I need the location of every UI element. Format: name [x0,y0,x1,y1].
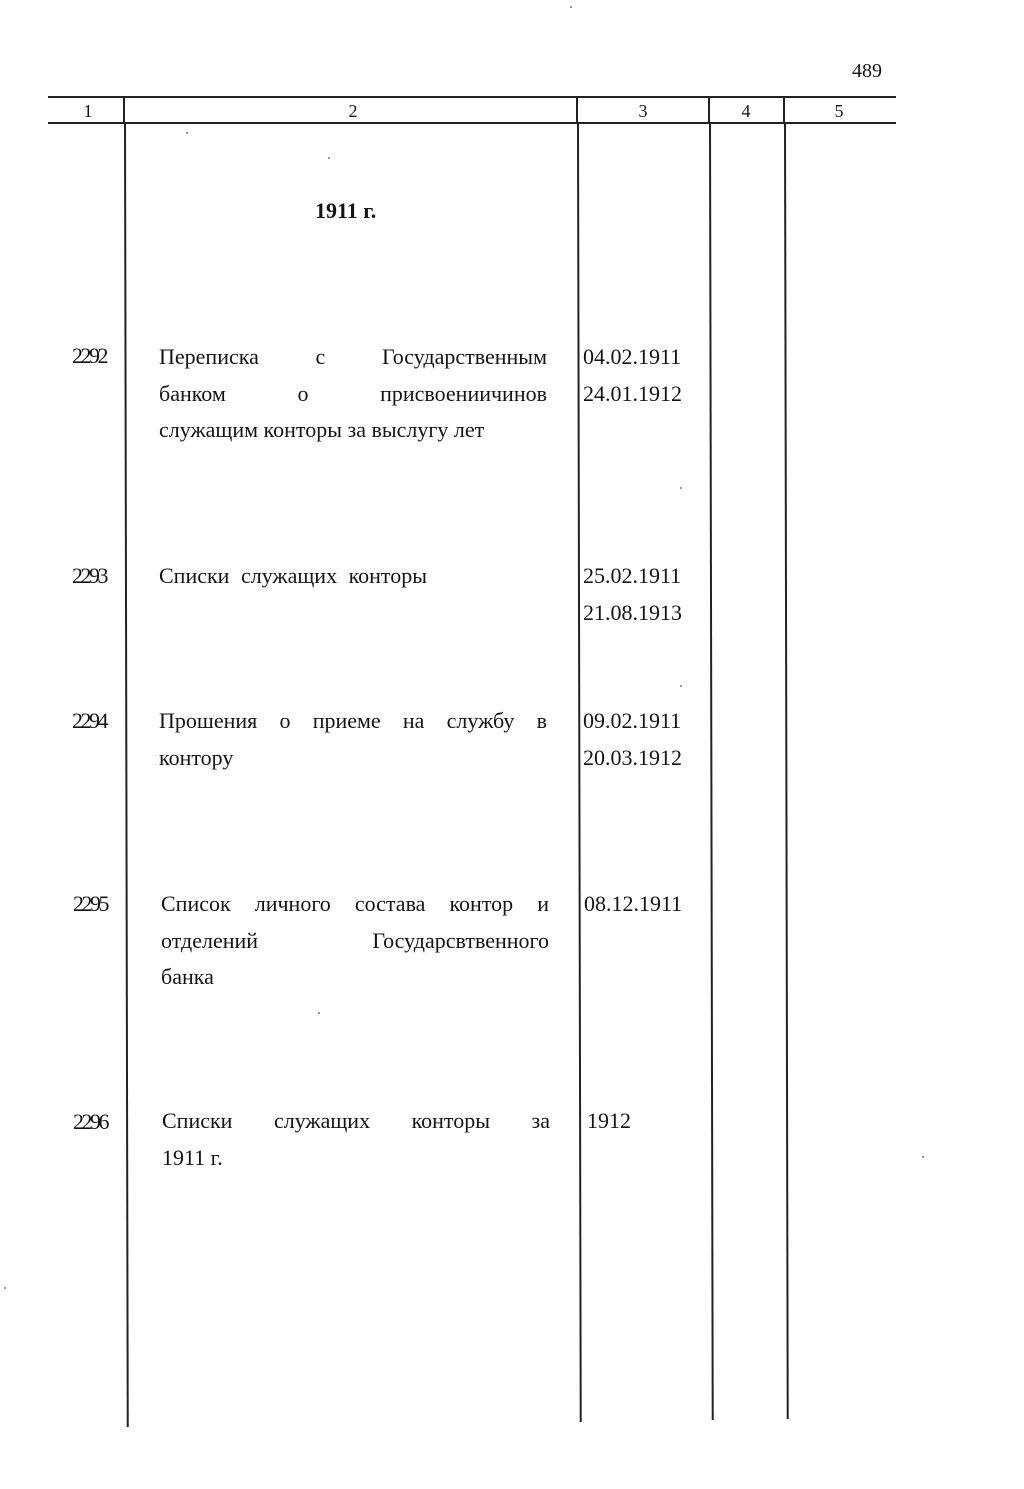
row-description: Прошения о приеме на службу в контору [159,708,547,770]
header-divider-2 [576,96,578,123]
date-start: 25.02.1911 [583,563,682,588]
date-end: 21.08.1913 [583,599,682,625]
scan-speck [922,1156,924,1158]
scan-speck [4,1287,6,1289]
date-start: 1912 [587,1108,631,1133]
row-description: Список личного состава контор и отделений Государсвтвенного банка [161,891,549,989]
row-number: 2296 [73,1109,107,1134]
scan-speck [328,157,330,159]
column-header-1: 1 [83,101,93,121]
scan-speck [186,132,188,134]
column-rule-4 [784,122,788,1419]
table-top-rule [48,96,896,98]
column-header-5: 5 [834,101,844,121]
header-divider-1 [123,96,125,123]
date-start: 09.02.1911 [583,708,682,733]
date-start: 04.02.1911 [583,344,682,369]
header-divider-4 [783,96,785,123]
row-number: 2294 [72,708,106,733]
scan-speck [680,685,682,687]
row-dates [583,558,682,631]
page-number: 489 [852,60,882,82]
row-number: 2293 [72,563,106,588]
row-dates [587,1103,631,1140]
row-dates [583,703,682,776]
column-rule-1 [124,122,128,1427]
date-start: 08.12.1911 [584,891,683,916]
column-header-4: 4 [741,101,751,121]
header-bottom-rule [48,122,896,124]
column-header-2: 2 [348,101,358,121]
scan-speck [680,487,682,489]
row-dates [584,886,682,923]
row-number: 2292 [72,343,106,368]
header-divider-3 [708,96,710,123]
date-end: 20.03.1912 [583,744,682,770]
row-number: 2295 [73,891,107,916]
row-description: Списки служащих конторы [159,563,428,588]
section-title-year: 1911 г. [315,198,377,223]
row-description: Переписка с Государственным банком о присвоениичинов служащим конторы за выслугу лет [159,344,547,442]
scan-speck [570,6,572,8]
row-dates [583,339,682,412]
scan-speck [318,1012,320,1014]
column-rule-3 [709,122,713,1420]
row-description: Списки служащих конторы за 1911 г. [162,1108,550,1170]
column-header-3: 3 [638,101,648,121]
date-end: 24.01.1912 [583,380,682,406]
column-rule-2 [577,122,581,1422]
